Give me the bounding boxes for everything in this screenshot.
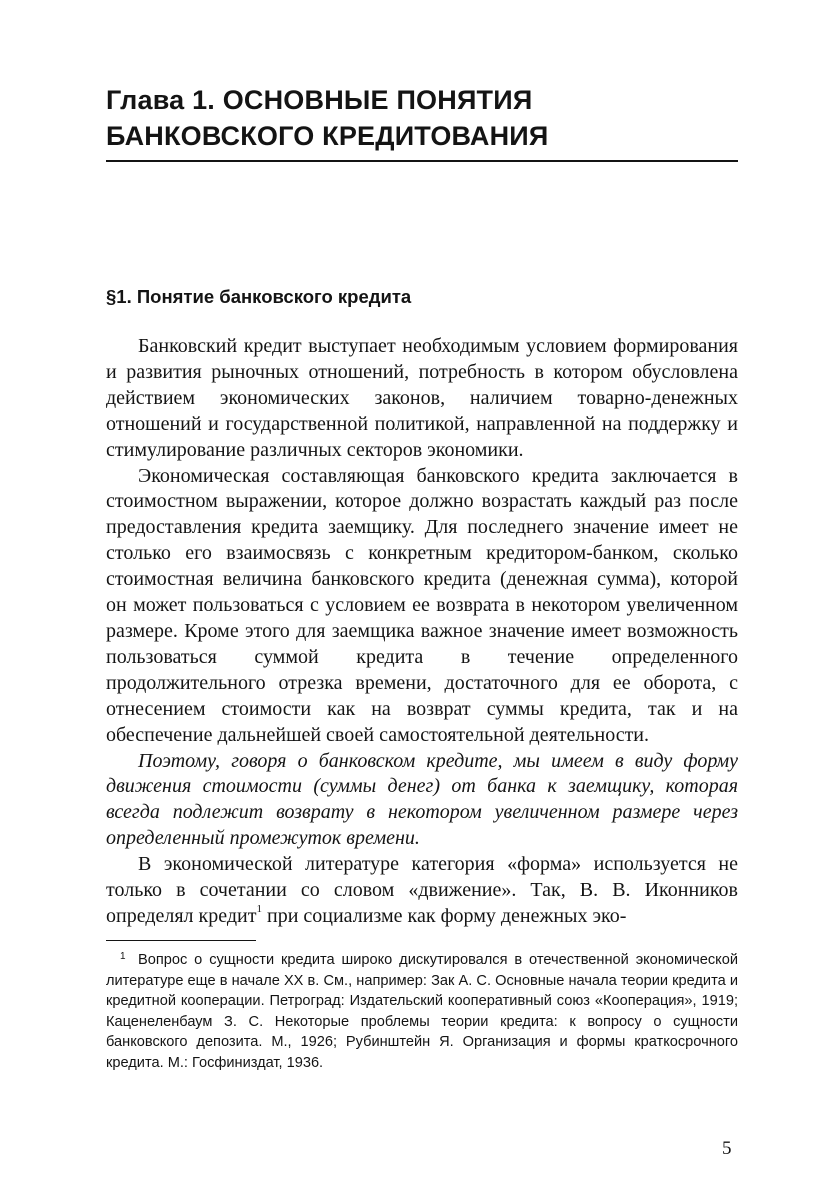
footnote-marker: 1	[120, 951, 126, 962]
footnote-reference[interactable]: 1	[256, 902, 262, 915]
body-text	[106, 334, 738, 930]
paragraph-4-part-1: В экономической литературе категория «форма» используется не только в сочетании со словом «движение». Так, В. В. Иконников определял кредит	[106, 853, 738, 927]
section-heading: §1. Понятие банковского кредита	[106, 286, 412, 307]
page-number: 5	[722, 1138, 732, 1159]
chapter-title-rule	[106, 160, 738, 162]
paragraph-1: Банковский кредит выступает необходимым условием формирования и развития рыночных отношений, потребность в котором обусловлена действием экономических законов, наличием товарно-денежных отношений и государственной политикой, направленной на поддержку и стимулирование различных секторов экономики.	[106, 335, 738, 461]
chapter-title	[106, 82, 746, 154]
footnote	[106, 950, 738, 1073]
paragraph-3-italic: Поэтому, говоря о банковском кредите, мы имеем в виду форму движения стоимости (суммы денег) от банка к заемщику, которая всегда подлежит возврату в некотором увеличенном размере через определенный промежуток времени.	[106, 749, 738, 850]
footnote-separator	[106, 940, 256, 941]
paragraph-4	[106, 852, 738, 930]
chapter-title-line-2: БАНКОВСКОГО КРЕДИТОВАНИЯ	[106, 121, 549, 151]
paragraph-2: Экономическая составляющая банковского кредита заключается в стоимостном выражении, которое должно возрастать каждый раз после предоставления кредита заемщику. Для последнего значение имеет не столько его взаимосвязь с конкретным кредитором-банком, сколько стоимостная величина банковского кредита (денежная сумма), которой он может пользоваться с условием ее возврата в некотором увеличенном размере. Кроме этого для заемщика важное значение имеет возможность пользоваться суммой кредита в течение определенного продолжительного отрезка времени, достаточного для ее оборота, с отнесением стоимости как на возврат суммы кредита, так и на обеспечение дальнейшей своей самостоятельной деятельности.	[106, 464, 738, 746]
footnote-text: Вопрос о сущности кредита широко дискутировался в отечественной экономической литературе еще в начале XX в. См., например: Зак А. С. Основные начала теории кредита и кредитной кооперации. Петроград: Издательский кооперативный союз «Кооперация», 1919; Каценеленбаум З. С. Некоторые проблемы теории кредита: к вопросу о сущности банковского депозита. М., 1926; Рубинштейн Я. Организация и формы краткосрочного кредита. М.: Госфиниздат, 1936.	[106, 952, 738, 1071]
chapter-title-line-1: Глава 1. ОСНОВНЫЕ ПОНЯТИЯ	[106, 85, 533, 115]
paragraph-4-part-2: при социализме как форму денежных эко-	[266, 904, 627, 927]
